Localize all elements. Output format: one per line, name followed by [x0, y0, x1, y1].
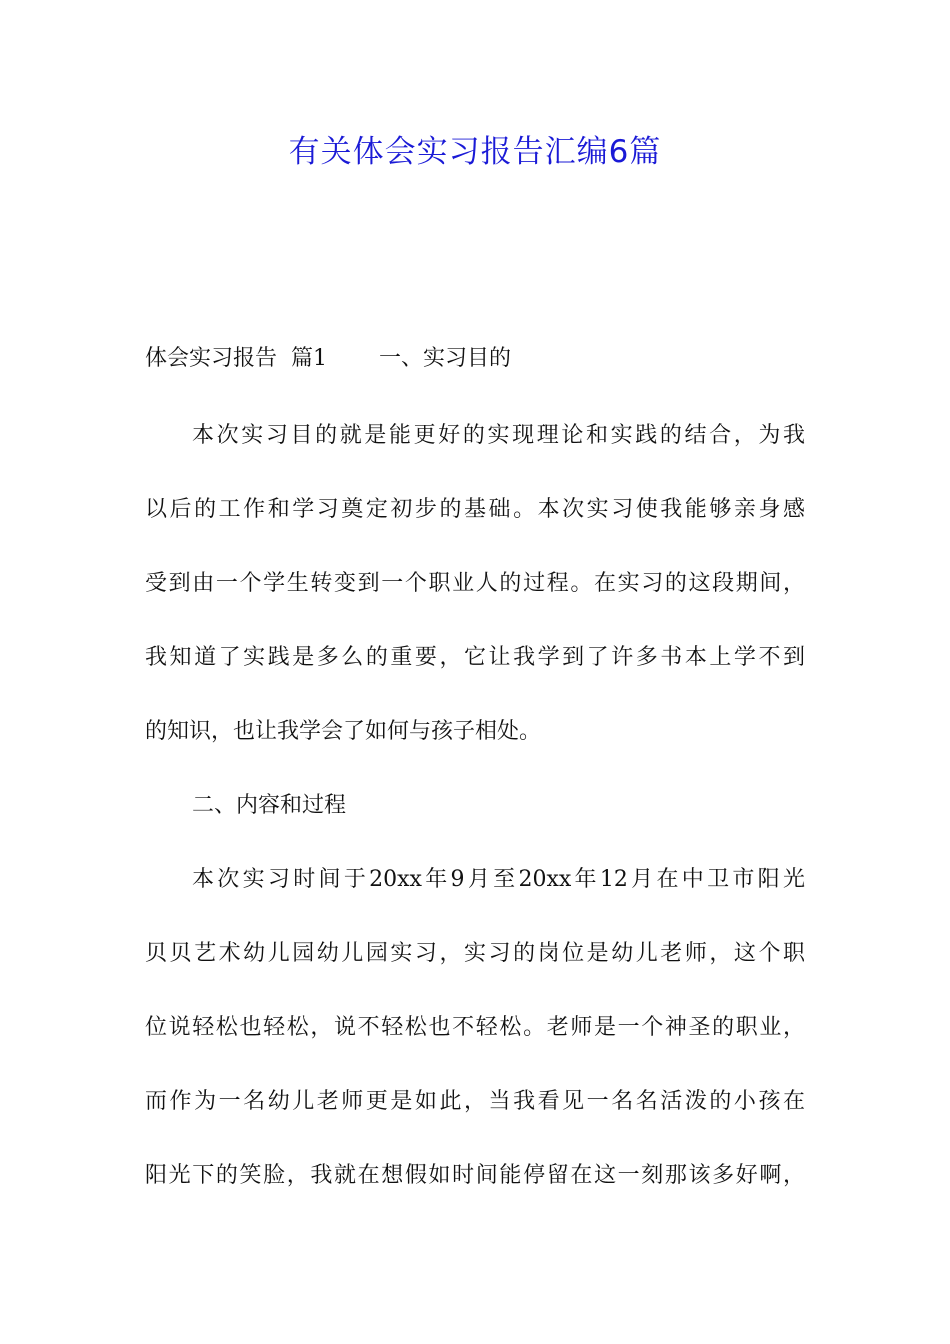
paragraph1-line-4: 我知道了实践是多么的重要，它让我学到了许多书本上学不到 — [145, 645, 805, 670]
paragraph1-line-2: 以后的工作和学习奠定初步的基础。本次实习使我能够亲身感 — [145, 497, 805, 522]
paragraph2-line-3: 位说轻松也轻松，说不轻松也不轻松。老师是一个神圣的职业， — [145, 1015, 805, 1040]
paragraph1-line-5: 的知识，也让我学会了如何与孩子相处。 — [145, 719, 542, 744]
second-heading: 二、内容和过程 — [192, 793, 347, 818]
section-heading-row — [145, 343, 511, 375]
paragraph1-line-1: 本次实习目的就是能更好的实现理论和实践的结合，为我 — [192, 423, 805, 448]
paragraph2-line-2: 贝贝艺术幼儿园幼儿园实习，实习的岗位是幼儿老师，这个职 — [145, 941, 805, 966]
paragraph2-line-4: 而作为一名幼儿老师更是如此，当我看见一名名活泼的小孩在 — [145, 1089, 805, 1114]
paragraph2-line-1: 本次实习时间于20xx年9月至20xx年12月在中卫市阳光 — [192, 867, 805, 892]
first-heading: 一、实习目的 — [378, 346, 511, 371]
document-title: 有关体会实习报告汇编6篇 — [288, 134, 662, 170]
paragraph1-line-3: 受到由一个学生转变到一个职业人的过程。在实习的这段期间， — [145, 571, 805, 596]
section-label: 体会实习报告 篇1 — [145, 346, 327, 371]
paragraph2-line-5: 阳光下的笑脸，我就在想假如时间能停留在这一刻那该多好啊， — [145, 1163, 805, 1188]
